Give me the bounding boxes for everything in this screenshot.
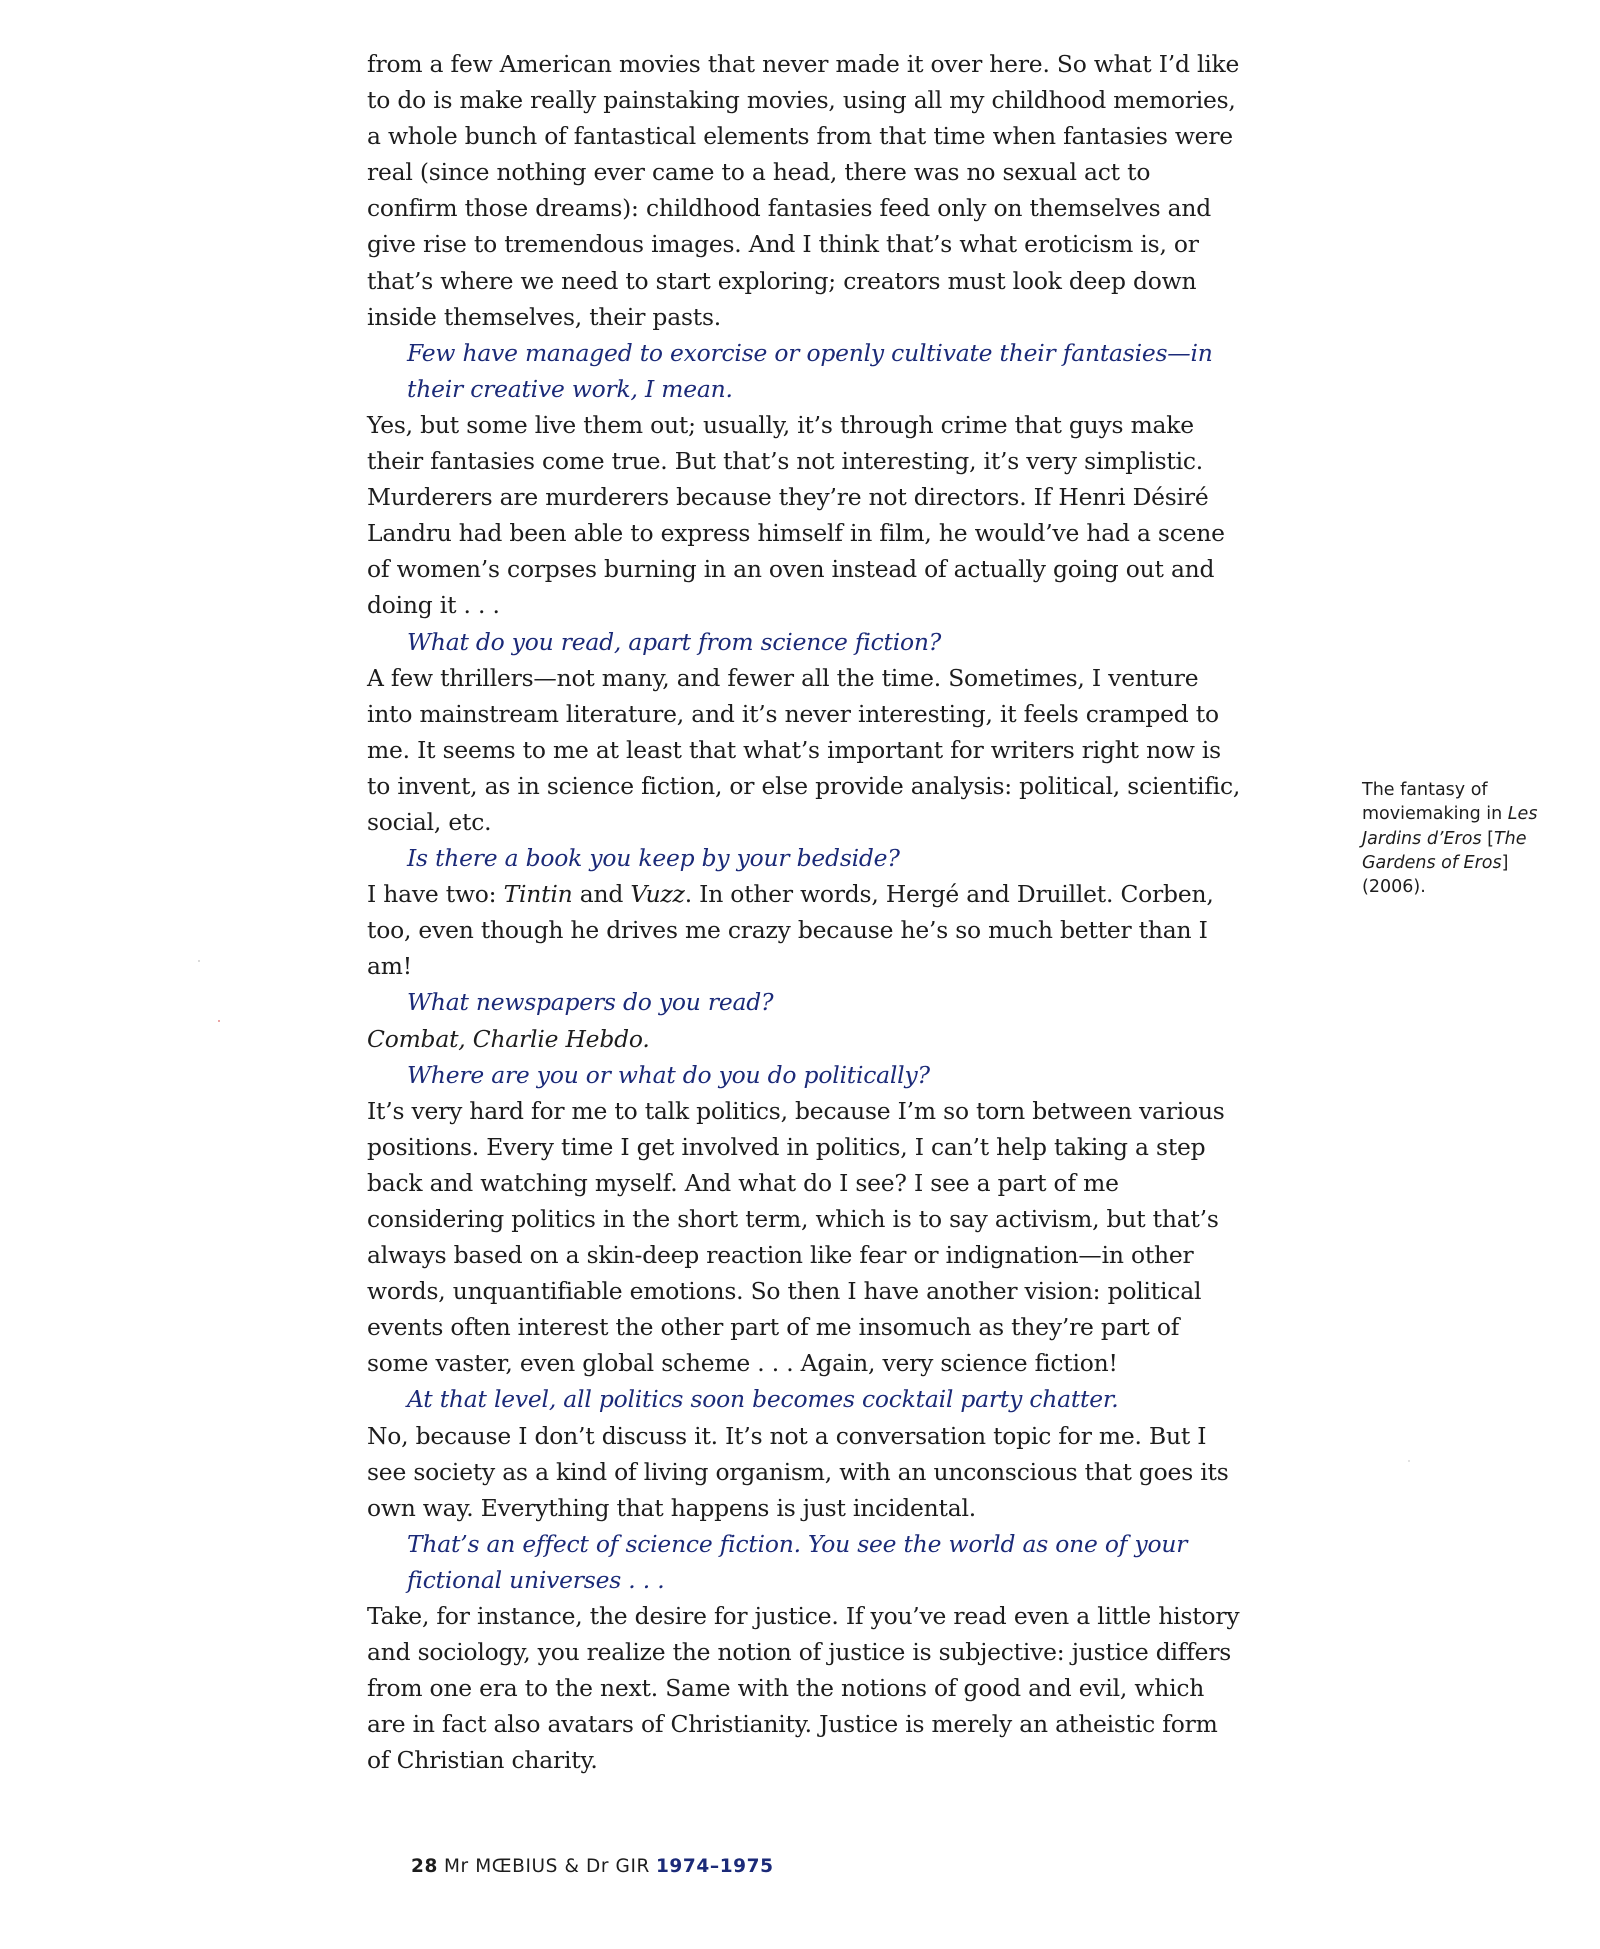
interview-text [367,46,1247,1779]
book-title: Mr MŒBIUS & Dr GIR [443,1856,650,1877]
answer-text: and [572,880,631,909]
answer-paragraph [367,876,1247,984]
answer-paragraph: Yes, but some live them out; usually, it’s through crime that guys make their fantasies come true. But that’s not interesting, it’s very simplistic. Murderers are murderers because they’re not directors. If Henri Désiré Landru had been able to express himself in film, he would’ve had a scene of women’s corpses burning in an oven instead of actually going out and doing it . . . [367,410,1225,620]
answer-paragraph: Take, for instance, the desire for justice. If you’ve read even a little history and sociology, you realize the notion of justice is subjective: justice differs from one era to the next. Same with the notions of good and evil, which are in fact also avatars of Christianity. Justice is merely an atheistic form of Christian charity. [367,1602,1240,1775]
question-paragraph: At that level, all politics soon becomes cocktail party chatter. [407,1385,1119,1414]
question-paragraph: Is there a book you keep by your bedside? [407,844,900,873]
answer-paragraph: A few thrillers—not many, and fewer all the time. Sometimes, I venture into mainstream literature, and it’s never interesting, it feels cramped to me. It seems to me at least that what’s important for writers right now is to invent, as in science fiction, or else provide analysis: political, scientific, social, etc. [367,663,1241,836]
book-title: Tintin [503,880,573,909]
caption-text: [ [1481,828,1494,849]
answer-paragraph: No, because I don’t discuss it. It’s not a conversation topic for me. But I see society as a kind of living organism, with an unconscious that goes its own way. Everything that happens is just incidental. [367,1421,1229,1522]
question-paragraph: That’s an effect of science fiction. You see the world as one of your fictional universes . . . [407,1529,1188,1594]
newspaper-titles: Combat, Charlie Hebdo. [367,1024,650,1053]
answer-paragraph [367,1021,1247,1057]
caption-text: ] (2006). [1362,852,1509,898]
caption-text: The fantasy of moviemaking in [1362,780,1508,825]
question-paragraph: What newspapers do you read? [407,988,774,1017]
question-paragraph: Where are you or what do you do politically? [407,1060,930,1089]
scan-speck [198,960,200,962]
caption-translated-title: The Gardens of Eros [1362,828,1527,873]
caption-film-title: Les Jardins d’Eros [1362,804,1538,849]
question-paragraph: Few have managed to exorcise or openly cultivate their fantasies—in their creative work, I mean. [407,338,1213,403]
answer-paragraph: It’s very hard for me to talk politics, because I’m so torn between various positions. Every time I get involved in politics, I can’t help taking a step back and watching myself. And what do I see? I see a part of me considering politics in the short term, which is to say activism, but that’s always based on a skin-deep reaction like fear or indignation—in other words, unquantifiable emotions. So then I have another vision: political events often interest the other part of me insomuch as they’re part of some vaster, even global scheme . . . Again, very science fiction! [367,1096,1225,1378]
image-caption [1362,778,1562,899]
scan-speck [1408,1460,1410,1462]
answer-text: I have two: [367,880,504,909]
question-paragraph: What do you read, apart from science fiction? [407,627,942,656]
chapter-years: 1974–1975 [655,1856,774,1877]
page-number: 28 [411,1856,438,1877]
book-title: Vuzz [630,880,685,909]
answer-paragraph: from a few American movies that never made it over here. So what I’d like to do is make really painstaking movies, using all my childhood memories, a whole bunch of fantastical elements from that time when fantasies were real (since nothing ever came to a head, there was no sexual act to confirm those dreams): childhood fantasies feed only on themselves and give rise to tremendous images. And I think that’s what eroticism is, or that’s where we need to start exploring; creators must look deep down inside themselves, their pasts. [367,50,1240,331]
answer-text: . In other words, Hergé and Druillet. Corben, too, even though he drives me crazy because he’s so much better than I am! [367,880,1214,981]
page-footer [411,1856,774,1877]
scan-speck [218,1020,220,1022]
